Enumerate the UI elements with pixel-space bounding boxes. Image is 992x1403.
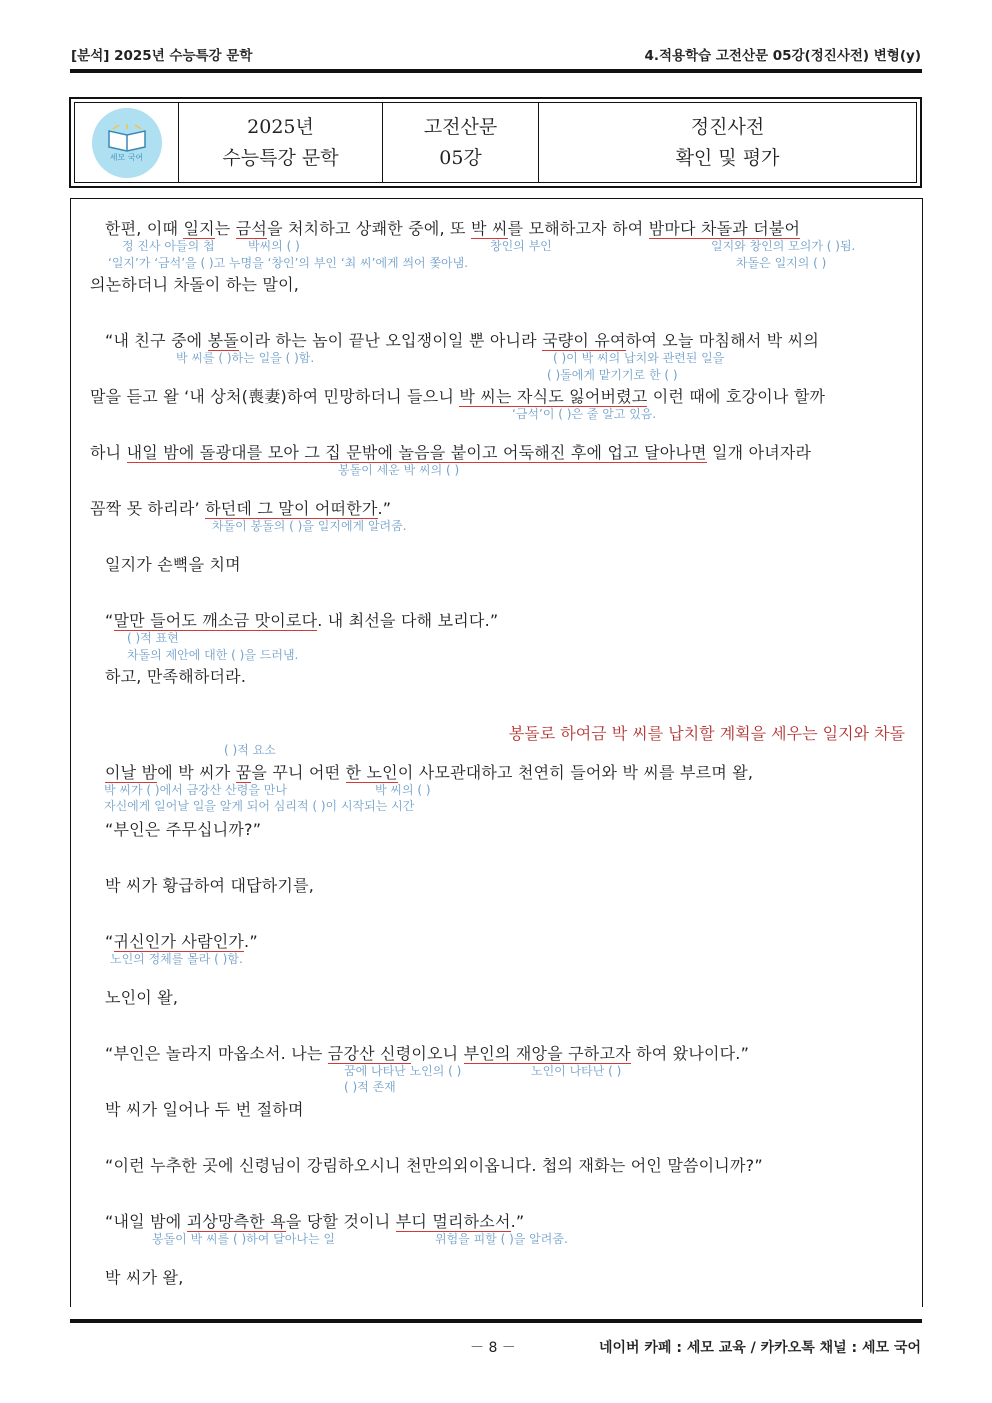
passage-line: “귀신인가 사람인가.” bbox=[105, 932, 258, 951]
page-number: － 8 － bbox=[470, 1340, 516, 1356]
annotation: 봉돌이 세운 박 씨의 ( ) bbox=[338, 463, 460, 477]
header-rule bbox=[70, 69, 922, 73]
annotation: ( )적 표현 bbox=[127, 631, 179, 645]
passage-line: “부인은 주무십니까?” bbox=[105, 820, 262, 839]
work-title: 정진사전 bbox=[690, 115, 765, 138]
annotation: 정 진사 아들의 첩 bbox=[122, 239, 215, 253]
annotation: 노인의 정체를 몰라 ( )함. bbox=[110, 952, 243, 966]
passage-line: “말만 들어도 깨소금 맛이로다. 내 최선을 다해 보리다.” bbox=[105, 611, 499, 630]
annotation: 차돌의 제안에 대한 ( )을 드러냄. bbox=[127, 648, 299, 662]
passage-line: 일지가 손뼉을 치며 bbox=[105, 555, 241, 574]
passage-line: “내일 밤에 괴상망측한 욕을 당할 것이니 부디 멀리하소서.” bbox=[105, 1212, 525, 1231]
annotation: ‘일지’가 ‘금석’을 ( )고 누명을 ‘창인’의 부인 ‘최 씨’에게 씌어 쫓아냄. bbox=[108, 256, 469, 270]
annotation: 위험을 피할 ( )을 알려줌. bbox=[435, 1232, 568, 1246]
annotation: ( )돌에게 맡기기로 한 ( ) bbox=[547, 368, 678, 382]
passage-line: 노인이 왈, bbox=[105, 988, 179, 1007]
title-table bbox=[69, 97, 922, 188]
passage-line: 박 씨가 왈, bbox=[105, 1268, 184, 1287]
annotation: 박 씨의 ( ) bbox=[375, 783, 431, 797]
annotation: 박 씨가 ( )에서 금강산 산령을 만나 bbox=[104, 783, 287, 797]
book-text: 수능특강 문학 bbox=[222, 146, 339, 169]
category-text: 고전산문 bbox=[423, 115, 498, 138]
annotation: 노인이 나타난 ( ) bbox=[531, 1064, 622, 1078]
footer-rule bbox=[70, 1319, 922, 1323]
work-cell bbox=[539, 103, 916, 182]
annotation: 차돌이 봉돌의 ( )을 일지에게 알려줌. bbox=[212, 519, 407, 533]
section-summary: 봉돌로 하여금 박 씨를 납치할 계획을 세우는 일지와 차돌 bbox=[508, 724, 905, 743]
footer-text: 네이버 카페 : 세모 교육 / 카카오톡 채널 : 세모 국어 bbox=[598, 1340, 921, 1356]
passage-line: 꼼짝 못 하리라’ 하던데 그 말이 어떠한가.” bbox=[90, 499, 392, 518]
passage-line: 말을 듣고 왈 ‘내 상처(喪妻)하여 민망하더니 들으니 박 씨는 자식도 잃어버렸고 이런 때에 호강이나 할까 bbox=[90, 387, 826, 406]
work-subtitle: 확인 및 평가 bbox=[675, 146, 780, 169]
passage-line: “부인은 놀라지 마옵소서. 나는 금강산 신령이오니 부인의 재앙을 구하고자 하여 왔나이다.” bbox=[105, 1044, 750, 1063]
annotation: 박씨의 ( ) bbox=[248, 239, 300, 253]
annotation: 일지와 창인의 모의가 ( )됨. bbox=[711, 239, 856, 253]
annotation: 박 씨를 ( )하는 일을 ( )함. bbox=[176, 351, 315, 365]
annotation: ‘금석’이 ( )은 줄 알고 있음. bbox=[512, 407, 657, 421]
year-cell bbox=[179, 103, 383, 182]
passage-line: 박 씨가 황급하여 대답하기를, bbox=[105, 876, 315, 895]
book-logo-icon bbox=[92, 108, 162, 178]
passage-line: “이런 누추한 곳에 신령님이 강림하오시니 천만의외이옵니다. 첩의 재화는 어인 말씀이니까?” bbox=[105, 1156, 763, 1175]
year-text: 2025년 bbox=[247, 115, 314, 138]
logo-cell bbox=[75, 103, 179, 182]
header-left: [분석] 2025년 수능특강 문학 bbox=[71, 48, 253, 64]
annotation: ( )적 요소 bbox=[224, 743, 276, 757]
annotation: ( )적 존재 bbox=[344, 1080, 396, 1094]
passage-line: 의논하더니 차돌이 하는 말이, bbox=[90, 275, 300, 294]
passage-line: 한편, 이때 일지는 금석을 처치하고 상쾌한 중에, 또 박 씨를 모해하고자 하여 밤마다 차돌과 더불어 bbox=[105, 219, 801, 238]
passage-line: 박 씨가 일어나 두 번 절하며 bbox=[105, 1100, 304, 1119]
annotation: 창인의 부인 bbox=[490, 239, 552, 253]
annotation: 자신에게 일어날 일을 알게 되어 심리적 ( )이 시작되는 시간 bbox=[104, 799, 415, 813]
annotation: 봉돌이 박 씨를 ( )하여 달아나는 일 bbox=[152, 1232, 335, 1246]
passage-line: “내 친구 중에 봉돌이라 하는 놈이 끝난 오입쟁이일 뿐 아니라 국량이 유여하여 오늘 마침해서 박 씨의 bbox=[105, 331, 820, 350]
annotation: 꿈에 나타난 노인의 ( ) bbox=[344, 1064, 462, 1078]
passage-line: 이날 밤에 박 씨가 꿈을 꾸니 어떤 한 노인이 사모관대하고 천연히 들어와 박 씨를 부르며 왈, bbox=[105, 763, 754, 782]
passage-line: 하고, 만족해하더라. bbox=[105, 667, 247, 686]
category-cell bbox=[383, 103, 539, 182]
header-right: 4.적용학습 고전산문 05강(정진사전) 변형(y) bbox=[644, 48, 921, 64]
annotation: ( )이 박 씨의 납치와 관련된 일을 bbox=[553, 351, 725, 365]
annotation: 차돌은 일지의 ( ) bbox=[736, 256, 827, 270]
passage-line: 하니 내일 밤에 돌광대를 모아 그 집 문밖에 놀음을 붙이고 어둑해진 후에 업고 달아나면 일개 아녀자라 bbox=[90, 443, 812, 462]
lesson-text: 05강 bbox=[439, 146, 482, 169]
logo-text: 세모 국어 bbox=[109, 152, 144, 162]
